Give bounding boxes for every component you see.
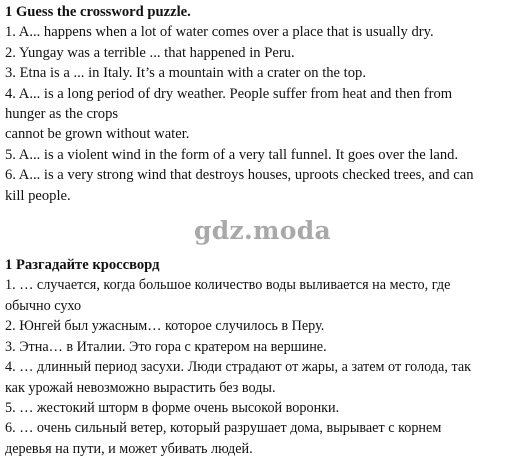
russian-exercise [5, 255, 520, 459]
russian-line-7: 5. … жестокий шторм в форме очень высокой воронки. [5, 399, 340, 416]
english-line-4: 4. A... is a long period of dry weather. People suffer from heat and then from [5, 85, 453, 102]
english-line-9: kill people. [5, 187, 71, 204]
russian-line-4: 3. Этна… в Италии. Это гора с кратером на вершине. [5, 338, 327, 355]
english-exercise [5, 2, 520, 206]
english-line-3: 3. Etna is a ... in Italy. It’s a mountain with a crater on the top. [5, 65, 366, 82]
russian-line-1: 1. … случается, когда большое количество воды выливается на место, где [5, 277, 451, 294]
russian-line-3: 2. Юнгей был ужасным… которое случилось в Перу. [5, 318, 325, 335]
english-exercise-title: 1 Guess the crossword puzzle. [5, 4, 191, 20]
russian-line-9: деревья на пути, и может убивать людей. [5, 440, 253, 457]
english-line-8: 6. A... is a very strong wind that destroys houses, uproots checked trees, and can [5, 167, 474, 184]
russian-line-8: 6. … очень сильный ветер, который разрушает дома, вырывает с корнем [5, 420, 442, 437]
english-line-5: hunger as the crops [5, 106, 119, 123]
russian-exercise-title: 1 Разгадайте кроссворд [5, 257, 160, 274]
english-line-1: 1. A... happens when a lot of water comes over a place that is usually dry. [5, 24, 434, 41]
russian-line-2: обычно сухо [5, 297, 82, 314]
watermark-logo: gdz.moda [193, 216, 332, 246]
document-page [5, 2, 520, 459]
russian-line-5: 4. … длинный период засухи. Люди страдают от жары, а затем от голода, так [5, 359, 472, 376]
russian-line-6: как урожай невозможно вырастить без воды. [5, 379, 276, 396]
english-line-6: cannot be grown without water. [5, 126, 190, 143]
english-line-2: 2. Yungay was a terrible ... that happened in Peru. [5, 44, 295, 61]
english-line-7: 5. A... is a violent wind in the form of a very tall funnel. It goes over the land. [5, 146, 459, 163]
